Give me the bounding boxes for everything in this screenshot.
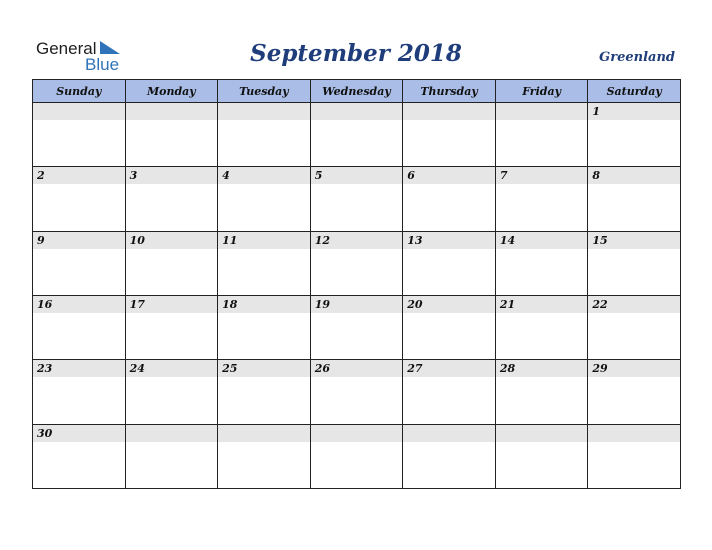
day-number: 1 [592, 105, 601, 118]
day-number: 23 [37, 362, 53, 376]
calendar-grid [32, 79, 681, 489]
weekday-tuesday: Tuesday [218, 80, 311, 103]
day-cell[interactable] [218, 103, 311, 167]
week-row [33, 424, 681, 488]
day-number: 17 [129, 297, 145, 311]
day-cell[interactable] [403, 231, 496, 295]
day-cell[interactable] [310, 360, 403, 424]
day-number: 3 [129, 169, 138, 183]
day-number: 21 [499, 297, 516, 311]
day-number-band [588, 167, 680, 184]
day-number-band [588, 232, 680, 249]
day-number-band [403, 103, 495, 120]
day-number: 5 [314, 169, 323, 183]
day-number-band [33, 232, 125, 249]
day-number: 29 [592, 362, 608, 376]
day-number-band [33, 296, 125, 313]
day-number-band [311, 360, 403, 377]
day-number: 13 [407, 233, 423, 247]
day-cell[interactable] [125, 167, 218, 231]
day-number: 28 [499, 362, 516, 376]
day-cell[interactable] [403, 103, 496, 167]
week-row [33, 360, 681, 424]
day-number: 19 [314, 297, 330, 311]
day-cell[interactable] [125, 360, 218, 424]
day-number-band [126, 167, 218, 184]
weekday-wednesday: Wednesday [310, 80, 403, 103]
day-number-band [403, 360, 495, 377]
week-row [33, 295, 681, 359]
day-number-band [126, 425, 218, 442]
day-cell[interactable] [218, 360, 311, 424]
day-number: 20 [407, 297, 423, 311]
day-cell[interactable] [125, 295, 218, 359]
day-number-band [33, 167, 125, 184]
day-cell[interactable] [588, 231, 681, 295]
day-cell[interactable] [33, 231, 126, 295]
day-number-band [496, 360, 588, 377]
weekday-monday: Monday [125, 80, 218, 103]
day-cell[interactable] [218, 231, 311, 295]
weekday-sunday: Sunday [33, 80, 126, 103]
day-number: 4 [222, 169, 230, 183]
day-number-band [588, 425, 680, 442]
day-cell[interactable] [310, 424, 403, 488]
day-number-band [218, 360, 310, 377]
day-number-band [311, 167, 403, 184]
day-cell[interactable] [495, 167, 588, 231]
weekday-saturday: Saturday [588, 80, 681, 103]
day-number-band [403, 167, 495, 184]
calendar-title: September 2018 [250, 40, 462, 67]
day-number: 30 [37, 426, 53, 440]
day-number: 12 [314, 233, 330, 247]
day-number-band [33, 103, 125, 120]
day-number: 16 [37, 297, 53, 311]
day-number-band [33, 360, 125, 377]
day-cell[interactable] [125, 103, 218, 167]
day-number-band [126, 360, 218, 377]
day-number-band [496, 167, 588, 184]
logo-text-general: General [36, 39, 97, 58]
day-cell[interactable] [588, 167, 681, 231]
day-number: 24 [129, 362, 145, 376]
day-cell[interactable] [218, 167, 311, 231]
day-cell[interactable] [495, 103, 588, 167]
day-number-band [403, 425, 495, 442]
day-cell[interactable] [495, 231, 588, 295]
day-number-band [496, 425, 588, 442]
day-number-band [218, 167, 310, 184]
day-number-band [403, 232, 495, 249]
day-number-band [218, 296, 310, 313]
day-cell[interactable] [218, 295, 311, 359]
day-cell[interactable] [33, 167, 126, 231]
week-row [33, 231, 681, 295]
day-number-band [218, 425, 310, 442]
day-number: 14 [499, 233, 516, 247]
day-cell[interactable] [33, 295, 126, 359]
logo-text-blue: Blue [85, 55, 120, 74]
day-number-band [588, 103, 680, 120]
day-cell[interactable] [310, 103, 403, 167]
day-number-band [126, 103, 218, 120]
day-number: 22 [592, 297, 608, 311]
day-cell[interactable] [495, 360, 588, 424]
day-number: 10 [129, 233, 145, 247]
day-number-band [588, 360, 680, 377]
day-number-band [588, 296, 680, 313]
weekday-header-row [33, 80, 681, 103]
day-cell[interactable] [588, 360, 681, 424]
day-cell[interactable] [495, 295, 588, 359]
day-number: 26 [314, 362, 330, 376]
day-cell[interactable] [33, 424, 126, 488]
day-number-band [218, 232, 310, 249]
day-cell[interactable] [403, 295, 496, 359]
day-number-band [311, 425, 403, 442]
day-number: 6 [407, 169, 415, 183]
day-number: 7 [499, 169, 508, 183]
day-number-band [403, 296, 495, 313]
day-number-band [496, 232, 588, 249]
day-cell[interactable] [310, 167, 403, 231]
day-number: 18 [222, 297, 238, 311]
day-number-band [218, 103, 310, 120]
day-cell[interactable] [125, 231, 218, 295]
weekday-friday: Friday [495, 80, 588, 103]
weekday-thursday: Thursday [403, 80, 496, 103]
day-number-band [33, 425, 125, 442]
day-cell[interactable] [125, 424, 218, 488]
day-number: 2 [37, 169, 45, 183]
day-cell[interactable] [33, 360, 126, 424]
day-number-band [311, 103, 403, 120]
day-cell[interactable] [588, 424, 681, 488]
day-number: 27 [407, 362, 423, 376]
day-cell[interactable] [33, 103, 126, 167]
day-number-band [126, 232, 218, 249]
week-row [33, 103, 681, 167]
day-number: 15 [592, 233, 608, 247]
day-number-band [126, 296, 218, 313]
day-cell[interactable] [495, 424, 588, 488]
day-number: 25 [222, 362, 238, 376]
day-cell[interactable] [403, 360, 496, 424]
region-label: Greenland [599, 50, 675, 65]
day-cell[interactable] [310, 295, 403, 359]
day-number-band [311, 232, 403, 249]
day-cell[interactable] [403, 167, 496, 231]
day-number-band [496, 103, 588, 120]
week-row [33, 167, 681, 231]
day-number: 9 [37, 233, 45, 247]
day-cell[interactable] [218, 424, 311, 488]
day-number-band [496, 296, 588, 313]
day-cell[interactable] [588, 103, 681, 167]
day-cell[interactable] [588, 295, 681, 359]
day-cell[interactable] [310, 231, 403, 295]
day-number: 8 [592, 169, 601, 183]
day-number-band [311, 296, 403, 313]
day-number: 11 [222, 233, 238, 247]
day-cell[interactable] [403, 424, 496, 488]
